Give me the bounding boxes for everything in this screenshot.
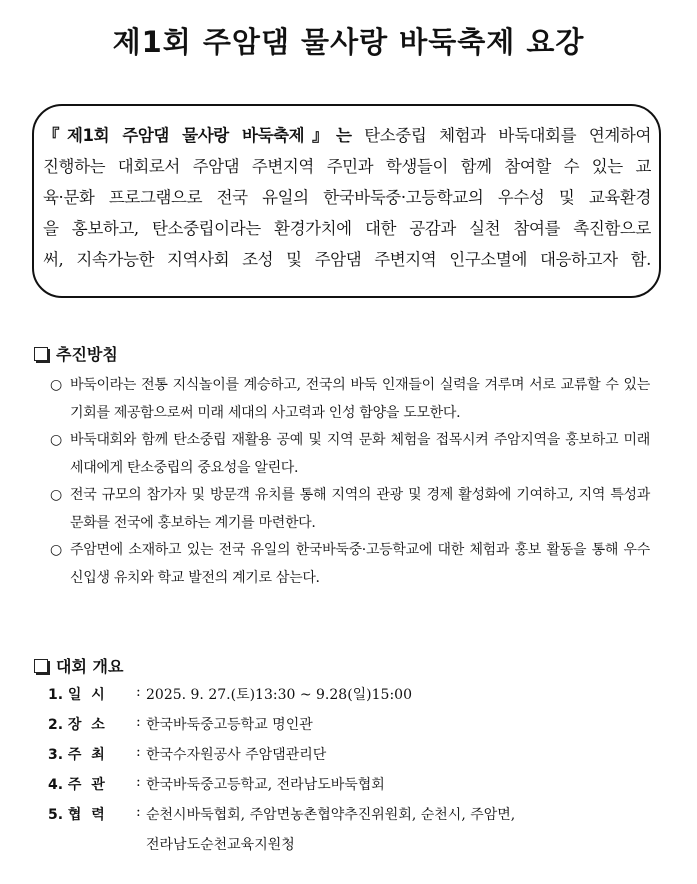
overview-row-date	[48, 684, 668, 714]
circle-bullet-icon: ○	[50, 542, 63, 558]
overview-value: 한국바둑중고등학교, 전라남도바둑협회	[146, 777, 385, 793]
overview-colon: :	[136, 744, 141, 760]
intro-line-5: 써, 지속가능한 지역사회 조성 및 주암댐 주변지역 인구소멸에 대응하고자 함.	[43, 250, 651, 269]
section-overview	[34, 654, 123, 677]
checkbox-icon	[34, 347, 48, 361]
intro-text: 탄소중립 체험과 바둑대회를 연계하여	[351, 126, 651, 145]
intro-line-4: 을 홍보하고, 탄소중립이라는 환경가치에 대한 공감과 실천 참여를 촉진함으로	[43, 219, 651, 238]
overview-label: 4. 주 관	[48, 777, 105, 793]
overview-label: 1. 일 시	[48, 687, 105, 703]
overview-colon: :	[136, 804, 141, 820]
overview-colon: :	[136, 714, 141, 730]
list-item-text: 바둑대회와 함께 탄소중립 재활용 공예 및 지역 문화 체험을 접목시켜 주암지역을 홍보하고 미래 세대에게 탄소중립의 중요성을 알린다.	[70, 432, 650, 476]
section-policy	[34, 342, 118, 365]
overview-label: 2. 장 소	[48, 717, 105, 733]
overview-row-venue	[48, 714, 668, 744]
circle-bullet-icon: ○	[50, 487, 63, 503]
overview-value: 전라남도순천교육지원청	[146, 837, 295, 853]
overview-value: 순천시바둑협회, 주암면농촌협약추진위원회, 순천시, 주암면,	[146, 807, 516, 823]
intro-line-1	[43, 120, 651, 151]
list-item	[50, 482, 650, 537]
overview-row-cooperation	[48, 804, 668, 834]
overview-label: 5. 협 력	[48, 807, 105, 823]
list-item	[50, 537, 650, 592]
list-item-text: 전국 규모의 참가자 및 방문객 유치를 통해 지역의 관광 및 경제 활성화에 기여하고, 지역 특성과 문화를 전국에 홍보하는 계기를 마련한다.	[70, 487, 650, 531]
overview-label: 3. 주 최	[48, 747, 105, 763]
intro-line-2: 진행하는 대회로서 주암댐 주변지역 주민과 학생들이 함께 참여할 수 있는 교	[43, 157, 651, 176]
intro-bold-title: 『제1회 주암댐 물사랑 바둑축제』는	[43, 126, 352, 145]
checkbox-icon	[34, 659, 48, 673]
overview-row-cooperation-cont	[48, 834, 668, 864]
page-title: 제1회 주암댐 물사랑 바둑축제 요강	[112, 25, 585, 59]
circle-bullet-icon: ○	[50, 377, 63, 393]
circle-bullet-icon: ○	[50, 432, 63, 448]
overview-list	[48, 684, 668, 864]
list-item-text: 주암면에 소재하고 있는 전국 유일의 한국바둑중·고등학교에 대한 체험과 홍보 활동을 통해 우수 신입생 유치와 학교 발전의 계기로 삼는다.	[70, 542, 650, 586]
section-title: 추진방침	[56, 345, 118, 364]
overview-value: 한국수자원공사 주암댐관리단	[146, 747, 327, 763]
policy-list	[50, 372, 650, 592]
overview-colon: :	[136, 774, 141, 790]
list-item-text: 바둑이라는 전통 지식놀이를 계승하고, 전국의 바둑 인재들이 실력을 겨루며 서로 교류할 수 있는 기회를 제공함으로써 미래 세대의 사고력과 인성 함양을 도모한다.	[70, 377, 650, 421]
list-item	[50, 372, 650, 427]
intro-box	[32, 104, 661, 298]
list-item	[50, 427, 650, 482]
overview-value: 2025. 9. 27.(토)13:30 ~ 9.28(일)15:00	[146, 687, 412, 703]
overview-colon: :	[136, 684, 141, 700]
overview-row-organizer	[48, 774, 668, 804]
section-title: 대회 개요	[56, 657, 124, 676]
overview-row-host	[48, 744, 668, 774]
overview-value: 한국바둑중고등학교 명인관	[146, 717, 313, 733]
intro-line-3: 육·문화 프로그램으로 전국 유일의 한국바둑중·고등학교의 우수성 및 교육환경	[43, 188, 651, 207]
